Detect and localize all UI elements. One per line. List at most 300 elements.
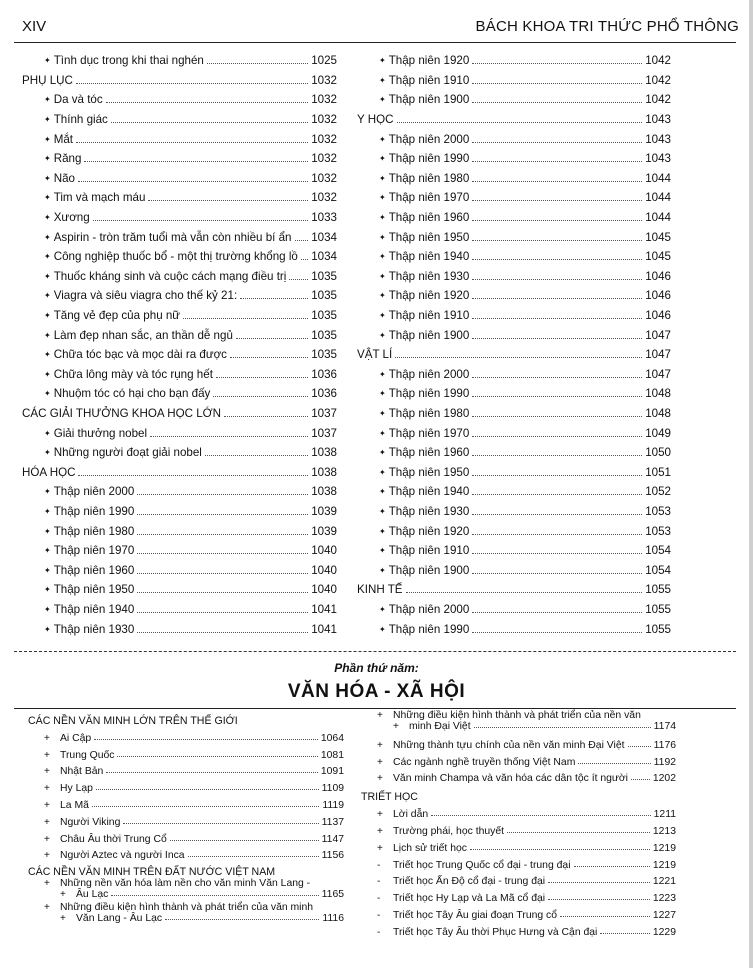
entry-page-number: 1046 [645, 309, 671, 323]
entry-page-number: 1045 [645, 230, 671, 244]
entry-title: + Văn minh Champa và văn hóa các dân tộc ít người [377, 773, 628, 784]
entry-page-number: 1053 [645, 504, 671, 518]
entry-page-number: 1032 [311, 191, 337, 205]
toc-entry [357, 541, 671, 561]
entry-page-number: 1044 [645, 171, 671, 185]
dot-leader [472, 142, 642, 143]
entry-page-number: 1219 [652, 859, 676, 871]
toc-entry [28, 845, 344, 862]
section-heading: TRIẾT HỌC [361, 791, 418, 804]
entry-page-number: 1035 [311, 328, 337, 342]
dot-leader [76, 142, 308, 143]
entry-title: ✦ Tình dục trong khi thai nghén [44, 54, 204, 67]
toc-entry [361, 854, 676, 871]
dot-leader [472, 298, 642, 299]
entry-page-number: 1038 [311, 485, 337, 499]
dot-leader [92, 806, 320, 807]
dot-leader [165, 919, 319, 920]
entry-page-number: 1035 [311, 309, 337, 323]
entry-title-line1: + Những nền văn hóa làm nền cho văn minh Văn Lang - [44, 878, 344, 889]
dot-leader [472, 455, 642, 456]
toc-entry [22, 384, 337, 404]
toc-entry [361, 820, 676, 837]
toc-entry [22, 267, 337, 287]
entry-title: ✦ Thập niên 1960 [379, 446, 469, 459]
toc-entry [357, 345, 671, 365]
entry-title: + Các ngành nghề truyền thống Việt Nam [377, 757, 575, 768]
entry-page-number: 1047 [645, 367, 671, 381]
toc-entry [22, 286, 337, 306]
entry-page-number: 1048 [645, 406, 671, 420]
toc-entry [361, 921, 676, 938]
entry-page-number: 1046 [645, 289, 671, 303]
entry-title: ✦ Giải thưởng nobel [44, 427, 147, 440]
entry-title-line1: + Những điều kiện hình thành và phát triển của văn minh [44, 902, 344, 913]
entry-page-number: 1046 [645, 269, 671, 283]
dot-leader [472, 83, 642, 84]
entry-title: + Trung Quốc [44, 750, 114, 761]
toc-entry [357, 188, 671, 208]
toc-entry [357, 482, 671, 502]
entry-title: ✦ Xương [44, 211, 90, 224]
entry-title: ✦ Mắt [44, 133, 73, 146]
toc-entry [22, 423, 337, 443]
toc-entry [22, 580, 337, 600]
page-number: XIV [22, 18, 47, 35]
dot-leader [207, 63, 308, 64]
dot-leader [205, 455, 308, 456]
dot-leader [472, 436, 642, 437]
toc-entry [357, 51, 671, 71]
entry-page-number: 1223 [652, 893, 676, 905]
dot-leader [117, 756, 317, 757]
toc-entry [28, 811, 344, 828]
entry-line2 [44, 913, 344, 924]
dot-leader [472, 102, 642, 103]
part-title-rule [14, 708, 736, 709]
entry-title: ✦ Thập niên 1990 [44, 505, 134, 518]
dot-leader [474, 727, 651, 728]
entry-page-number: 1156 [321, 850, 344, 862]
entry-title: ✦ Thập niên 2000 [379, 133, 469, 146]
toc-entry [22, 51, 337, 71]
toc-entry [361, 768, 676, 785]
toc-entry [361, 887, 676, 904]
toc-entry [28, 761, 344, 778]
toc-entry [28, 777, 344, 794]
entry-title: ✦ Thập niên 1950 [44, 583, 134, 596]
toc-entry [357, 286, 671, 306]
entry-title-line2: + Âu Lạc [60, 889, 108, 900]
dot-leader [123, 823, 318, 824]
entry-title: ✦ Thập niên 1920 [379, 54, 469, 67]
entry-page-number: 1064 [320, 732, 344, 744]
toc-entry [357, 90, 671, 110]
entry-title: ✦ Những người đoạt giải nobel [44, 446, 202, 459]
toc-entry [357, 110, 671, 130]
dot-leader [472, 494, 642, 495]
toc-entry [22, 110, 337, 130]
entry-title: ✦ Thập niên 2000 [379, 368, 469, 381]
entry-page-number: 1042 [645, 73, 671, 87]
entry-page-number: 1054 [645, 563, 671, 577]
entry-title: ✦ Thập niên 1900 [379, 329, 469, 342]
entry-title: ✦ Thập niên 1960 [44, 564, 134, 577]
entry-title: ✦ Não [44, 172, 75, 185]
entry-title: + Lịch sử triết học [377, 843, 467, 854]
toc-entry [22, 90, 337, 110]
entry-title-line2: + minh Đại Việt [393, 721, 471, 732]
dot-leader [106, 102, 309, 103]
entry-title: ✦ Chữa lông mày và tóc rụng hết [44, 368, 213, 381]
dot-leader [472, 318, 642, 319]
toc-entry [28, 744, 344, 761]
entry-title: ✦ Thập niên 1970 [44, 544, 134, 557]
dot-leader [406, 592, 643, 593]
entry-title: + Lời dẫn [377, 809, 428, 820]
toc-entry [357, 580, 671, 600]
dot-leader [148, 200, 308, 201]
dot-leader [472, 200, 642, 201]
toc-entry [22, 541, 337, 561]
dot-leader [236, 338, 308, 339]
entry-title: PHỤ LỤC [22, 73, 73, 87]
dot-leader [431, 815, 651, 816]
toc-entry [22, 188, 337, 208]
entry-title: ✦ Thập niên 2000 [379, 603, 469, 616]
toc-entry [22, 247, 337, 267]
toc-entry [357, 306, 671, 326]
toc-entry [28, 878, 344, 902]
entry-title: ✦ Tim và mạch máu [44, 191, 145, 204]
entry-page-number: 1036 [311, 367, 337, 381]
entry-page-number: 1040 [311, 563, 337, 577]
entry-page-number: 1040 [311, 544, 337, 558]
entry-page-number: 1038 [311, 465, 337, 479]
entry-title: ✦ Thập niên 1940 [44, 603, 134, 616]
dot-leader [628, 746, 651, 747]
entry-title: ✦ Thuốc kháng sinh và cuộc cách mạng điều trị [44, 270, 286, 283]
entry-page-number: 1049 [645, 426, 671, 440]
entry-page-number: 1032 [311, 171, 337, 185]
dot-leader [183, 318, 308, 319]
dot-leader [224, 416, 308, 417]
dot-leader [93, 220, 309, 221]
entry-page-number: 1037 [311, 426, 337, 440]
entry-page-number: 1048 [645, 387, 671, 401]
dot-leader [240, 298, 308, 299]
dot-leader [170, 840, 319, 841]
dot-leader [472, 259, 642, 260]
toc-entry [22, 502, 337, 522]
entry-title: ✦ Thập niên 1950 [379, 231, 469, 244]
entry-page-number: 1054 [645, 544, 671, 558]
entry-line2 [44, 889, 344, 900]
toc-column-top-left [22, 51, 337, 639]
entry-title: + Hy Lạp [44, 783, 93, 794]
toc-entry [28, 727, 344, 744]
toc-entry [357, 560, 671, 580]
entry-page-number: 1051 [645, 465, 671, 479]
entry-page-number: 1042 [645, 54, 671, 68]
entry-title: + Những thành tựu chính của nền văn minh Đại Việt [377, 740, 625, 751]
entry-title: ✦ Viagra và siêu viagra cho thế kỷ 21: [44, 289, 237, 302]
part-label: Phần thứ năm: [334, 661, 419, 675]
page-edge-shadow [749, 0, 753, 968]
entry-page-number: 1081 [320, 749, 344, 761]
dot-leader [560, 916, 650, 917]
entry-page-number: 1032 [311, 93, 337, 107]
dot-leader [137, 573, 308, 574]
dot-leader [472, 553, 642, 554]
dot-leader [188, 856, 319, 857]
entry-title: ✦ Thập niên 1900 [379, 93, 469, 106]
toc-entry [357, 462, 671, 482]
toc-column-bottom-right [361, 710, 676, 938]
entry-page-number: 1055 [645, 602, 671, 616]
entry-page-number: 1035 [311, 348, 337, 362]
entry-page-number: 1119 [322, 799, 344, 811]
toc-entry [361, 871, 676, 888]
toc-entry [22, 482, 337, 502]
entry-page-number: 1032 [311, 73, 337, 87]
dot-leader [289, 279, 308, 280]
entry-page-number: 1047 [645, 348, 671, 362]
entry-title-line2: + Văn Lang - Âu Lạc [60, 913, 162, 924]
entry-title: ✦ Thính giác [44, 113, 108, 126]
entry-page-number: 1147 [321, 833, 344, 845]
entry-page-number: 1038 [311, 446, 337, 460]
entry-page-number: 1032 [311, 152, 337, 166]
part-divider [14, 651, 736, 652]
entry-title: + Người Viking [44, 817, 120, 828]
entry-title: ✦ Thập niên 1930 [44, 623, 134, 636]
entry-page-number: 1032 [311, 132, 337, 146]
dot-leader [137, 592, 308, 593]
dot-leader [106, 772, 318, 773]
toc-entry [357, 208, 671, 228]
entry-page-number: 1219 [652, 842, 676, 854]
dot-leader [472, 396, 642, 397]
entry-page-number: 1037 [311, 406, 337, 420]
toc-entry [22, 560, 337, 580]
section-heading: CÁC NỀN VĂN MINH TRÊN ĐẤT NƯỚC VIỆT NAM [28, 866, 276, 879]
toc-entry [357, 443, 671, 463]
dot-leader [111, 895, 318, 896]
entry-page-number: 1041 [311, 622, 337, 636]
entry-page-number: 1034 [311, 230, 337, 244]
entry-page-number: 1165 [321, 889, 344, 901]
dot-leader [76, 83, 308, 84]
toc-column-top-right [357, 51, 671, 639]
entry-title: ✦ Thập niên 1940 [379, 485, 469, 498]
entry-page-number: 1044 [645, 211, 671, 225]
entry-title: ✦ Thập niên 1990 [379, 623, 469, 636]
entry-page-number: 1043 [645, 113, 671, 127]
entry-title: VẬT LÍ [357, 348, 393, 362]
entry-page-number: 1116 [322, 913, 344, 925]
entry-title: + Người Aztec và người Inca [44, 850, 185, 861]
entry-title: ✦ Da và tóc [44, 93, 103, 106]
entry-page-number: 1047 [645, 328, 671, 342]
entry-page-number: 1025 [311, 54, 337, 68]
entry-title: ✦ Thập niên 1950 [379, 466, 469, 479]
dot-leader [96, 789, 319, 790]
entry-title: ✦ Thập niên 1930 [379, 270, 469, 283]
toc-entry [357, 521, 671, 541]
entry-page-number: 1227 [652, 909, 676, 921]
entry-title: ✦ Thập niên 1980 [379, 172, 469, 185]
entry-title: ✦ Thập niên 1920 [379, 525, 469, 538]
entry-page-number: 1032 [311, 113, 337, 127]
dot-leader [111, 122, 308, 123]
entry-title: ✦ Thập niên 1900 [379, 564, 469, 577]
part-title: VĂN HÓA - XÃ HỘI [287, 681, 466, 702]
entry-page-number: 1229 [652, 926, 676, 938]
toc-column-bottom-left [28, 710, 344, 926]
toc-entry [357, 325, 671, 345]
toc-entry [357, 365, 671, 385]
entry-title: ✦ Công nghiệp thuốc bổ - một thị trường khổng lồ [44, 250, 298, 263]
dot-leader [137, 494, 308, 495]
toc-entry [357, 267, 671, 287]
dot-leader [78, 475, 308, 476]
entry-title: ✦ Làm đẹp nhan sắc, an thần dễ ngủ [44, 329, 233, 342]
dot-leader [631, 779, 650, 780]
entry-page-number: 1039 [311, 524, 337, 538]
dot-leader [472, 632, 642, 633]
toc-entry [22, 208, 337, 228]
toc-entry [22, 619, 337, 639]
entry-title: Y HỌC [357, 113, 394, 127]
dot-leader [230, 357, 308, 358]
toc-entry [357, 129, 671, 149]
toc-entry [22, 443, 337, 463]
entry-title: + Nhật Bản [44, 766, 103, 777]
entry-title: - Triết học Hy Lạp và La Mã cổ đại [377, 893, 545, 904]
entry-title: + La Mã [44, 800, 89, 811]
entry-title: ✦ Thập niên 1980 [379, 407, 469, 420]
toc-entry [22, 404, 337, 424]
toc-entry [28, 902, 344, 926]
toc-entry [357, 169, 671, 189]
dot-leader [472, 534, 642, 535]
entry-page-number: 1040 [311, 583, 337, 597]
entry-title: ✦ Thập niên 1910 [379, 544, 469, 557]
entry-page-number: 1033 [311, 211, 337, 225]
toc-entry [357, 71, 671, 91]
entry-title: ✦ Thập niên 2000 [44, 485, 134, 498]
entry-title: ✦ Aspirin - tròn trăm tuổi mà vẫn còn nhiều bí ẩn [44, 231, 292, 244]
dot-leader [397, 122, 643, 123]
entry-page-number: 1213 [652, 825, 676, 837]
dot-leader [84, 161, 308, 162]
entry-page-number: 1109 [321, 783, 344, 795]
entry-title: ✦ Thập niên 1990 [379, 387, 469, 400]
entry-title: ✦ Thập niên 1990 [379, 152, 469, 165]
entry-page-number: 1044 [645, 191, 671, 205]
entry-page-number: 1221 [652, 876, 676, 888]
entry-title: ✦ Thập niên 1980 [44, 525, 134, 538]
toc-entry [357, 423, 671, 443]
entry-title: - Triết học Trung Quốc cổ đại - trung đại [377, 860, 571, 871]
toc-entry [357, 247, 671, 267]
entry-title: ✦ Thập niên 1910 [379, 309, 469, 322]
toc-entry [22, 462, 337, 482]
entry-page-number: 1211 [653, 809, 676, 821]
toc-entry [22, 169, 337, 189]
entry-title: ✦ Răng [44, 152, 81, 165]
dot-leader [472, 514, 642, 515]
dot-leader [301, 259, 308, 260]
dot-leader [470, 849, 650, 850]
toc-entry [22, 227, 337, 247]
dot-leader [137, 632, 308, 633]
dot-leader [94, 739, 318, 740]
toc-entry [361, 803, 676, 820]
entry-page-number: 1137 [321, 816, 344, 828]
entry-title: ✦ Tăng vẻ đẹp của phụ nữ [44, 309, 180, 322]
entry-title: ✦ Nhuộm tóc có hại cho bạn đấy [44, 387, 210, 400]
entry-title-line1: + Những điều kiện hình thành và phát triển của nền văn [377, 710, 676, 721]
dot-leader [472, 573, 642, 574]
toc-entry [361, 751, 676, 768]
entry-title: - Triết học Ấn Độ cổ đại - trung đại [377, 876, 545, 887]
dot-leader [150, 436, 308, 437]
entry-title: ✦ Thập niên 1970 [379, 191, 469, 204]
entry-title: ✦ Chữa tóc bạc và mọc dài ra được [44, 348, 227, 361]
toc-entry [22, 149, 337, 169]
entry-title: ✦ Thập niên 1970 [379, 427, 469, 440]
dot-leader [78, 181, 308, 182]
entry-page-number: 1192 [653, 756, 676, 768]
dot-leader [216, 377, 308, 378]
entry-title: - Triết học Tây Âu giai đoạn Trung cổ [377, 910, 557, 921]
dot-leader [295, 240, 309, 241]
dot-leader [548, 882, 650, 883]
dot-leader [472, 161, 642, 162]
dot-leader [578, 763, 650, 764]
dot-leader [213, 396, 308, 397]
toc-entry [361, 837, 676, 854]
toc-entry [22, 306, 337, 326]
entry-page-number: 1035 [311, 289, 337, 303]
dot-leader [472, 181, 642, 182]
entry-page-number: 1176 [653, 739, 676, 751]
dot-leader [574, 866, 650, 867]
dot-leader [548, 899, 650, 900]
dot-leader [472, 240, 642, 241]
book-title: BÁCH KHOA TRI THỨC PHỔ THÔNG [475, 18, 739, 35]
dot-leader [600, 933, 650, 934]
toc-entry [361, 710, 676, 734]
entry-page-number: 1091 [320, 766, 344, 778]
toc-entry [22, 129, 337, 149]
toc-entry [361, 904, 676, 921]
dot-leader [472, 63, 642, 64]
dot-leader [137, 553, 308, 554]
entry-page-number: 1035 [311, 269, 337, 283]
dot-leader [137, 534, 308, 535]
toc-entry [361, 734, 676, 751]
entry-page-number: 1034 [311, 250, 337, 264]
entry-title: - Triết học Tây Âu thời Phục Hưng và Cận đại [377, 927, 597, 938]
entry-page-number: 1050 [645, 446, 671, 460]
entry-page-number: 1052 [645, 485, 671, 499]
section-heading: CÁC NỀN VĂN MINH LỚN TRÊN THẾ GIỚI [28, 715, 238, 727]
toc-entry [22, 345, 337, 365]
entry-page-number: 1045 [645, 250, 671, 264]
